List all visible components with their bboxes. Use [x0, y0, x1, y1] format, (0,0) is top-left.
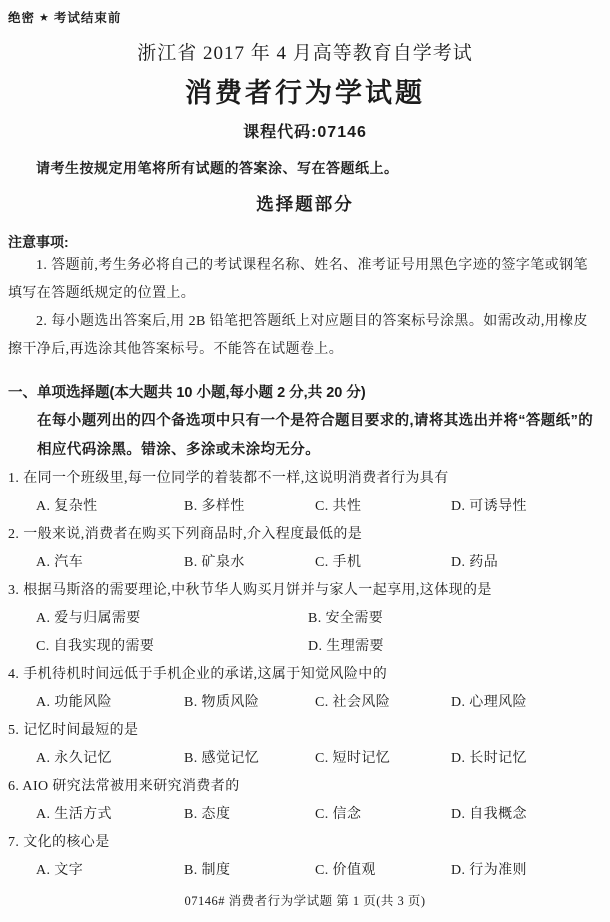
multiple-choice-part-title: 选择题部分: [256, 194, 354, 214]
options-row: [36, 493, 602, 521]
security-prefix-label: 绝密: [8, 11, 36, 25]
options-row: [36, 549, 602, 577]
star-icon: ★: [39, 12, 50, 24]
option-d: D. 自我概念: [451, 807, 527, 822]
option-b: B. 态度: [184, 807, 231, 822]
option-b: B. 制度: [184, 863, 231, 878]
section-one-heading: 一、单项选择题(本大题共 10 小题,每小题 2 分,共 20 分): [8, 385, 366, 401]
option-a: A. 复杂性: [36, 499, 98, 514]
option-c: C. 社会风险: [315, 695, 391, 710]
question-3: [8, 577, 602, 661]
question-5: [8, 717, 602, 773]
question-stem: 2. 一般来说,消费者在购买下列商品时,介入程度最低的是: [8, 527, 363, 542]
question-stem: 3. 根据马斯洛的需要理论,中秋节华人购买月饼并与家人一起享用,这体现的是: [8, 583, 492, 598]
section-one-instruction: 在每小题列出的四个备选项中只有一个是符合题目要求的,请将其选出并将“答题纸”的相应代码涂黑。错涂、多涂或未涂均无分。: [37, 413, 594, 458]
question-6: [8, 773, 602, 829]
note-item-1: 1. 答题前,考生务必将自己的考试课程名称、姓名、准考证号用黑色字迹的签字笔或钢笔填写在答题纸规定的位置上。: [8, 258, 588, 301]
note-item-2: 2. 每小题选出答案后,用 2B 铅笔把答题纸上对应题目的答案标号涂黑。如需改动,用橡皮擦干净后,再选涂其他答案标号。不能答在试题卷上。: [8, 314, 588, 357]
security-suffix-label: 考试结束前: [53, 11, 122, 25]
option-d: D. 生理需要: [308, 639, 384, 654]
option-c: C. 短时记忆: [315, 751, 391, 766]
option-a: A. 文字: [36, 863, 84, 878]
options-row: [36, 689, 602, 717]
notes-heading: 注意事项:: [8, 234, 69, 250]
question-2: [8, 521, 602, 577]
answer-sheet-notice: 请考生按规定用笔将所有试题的答案涂、写在答题纸上。: [36, 160, 399, 176]
option-b: B. 矿泉水: [184, 555, 245, 570]
question-stem: 6. AIO 研究法常被用来研究消费者的: [8, 779, 240, 794]
options-row: [36, 857, 602, 885]
option-a: A. 功能风险: [36, 695, 112, 710]
option-b: B. 感觉记忆: [184, 751, 260, 766]
question-stem: 5. 记忆时间最短的是: [8, 723, 139, 738]
question-1: [8, 465, 602, 521]
option-d: D. 长时记忆: [451, 751, 527, 766]
options-row: [36, 633, 602, 661]
option-c: C. 信念: [315, 807, 362, 822]
question-stem: 4. 手机待机时间远低于手机企业的承诺,这属于知觉风险中的: [8, 667, 388, 682]
question-7: [8, 829, 602, 885]
option-c: C. 共性: [315, 499, 362, 514]
options-row: [36, 801, 602, 829]
option-c: C. 价值观: [315, 863, 376, 878]
page-footer: 07146# 消费者行为学试题 第 1 页(共 3 页): [184, 894, 426, 908]
options-row: [36, 605, 602, 633]
question-stem: 1. 在同一个班级里,每一位同学的着装都不一样,这说明消费者行为具有: [8, 471, 449, 486]
question-4: [8, 661, 602, 717]
option-a: A. 汽车: [36, 555, 84, 570]
option-d: D. 药品: [451, 555, 499, 570]
option-c: C. 自我实现的需要: [36, 639, 155, 654]
question-stem: 7. 文化的核心是: [8, 835, 110, 850]
option-d: D. 行为准则: [451, 863, 527, 878]
option-b: B. 物质风险: [184, 695, 260, 710]
option-c: C. 手机: [315, 555, 362, 570]
option-a: A. 永久记忆: [36, 751, 112, 766]
option-d: D. 心理风险: [451, 695, 527, 710]
option-a: A. 生活方式: [36, 807, 112, 822]
course-code: 课程代码:07146: [243, 124, 367, 141]
options-row: [36, 745, 602, 773]
option-b: B. 多样性: [184, 499, 245, 514]
security-classification: [8, 8, 602, 26]
page-title: 消费者行为学试题: [185, 78, 425, 108]
option-a: A. 爱与归属需要: [36, 611, 141, 626]
exam-session-title: 浙江省 2017 年 4 月高等教育自学考试: [137, 43, 473, 64]
option-b: B. 安全需要: [308, 611, 384, 626]
option-d: D. 可诱导性: [451, 499, 527, 514]
